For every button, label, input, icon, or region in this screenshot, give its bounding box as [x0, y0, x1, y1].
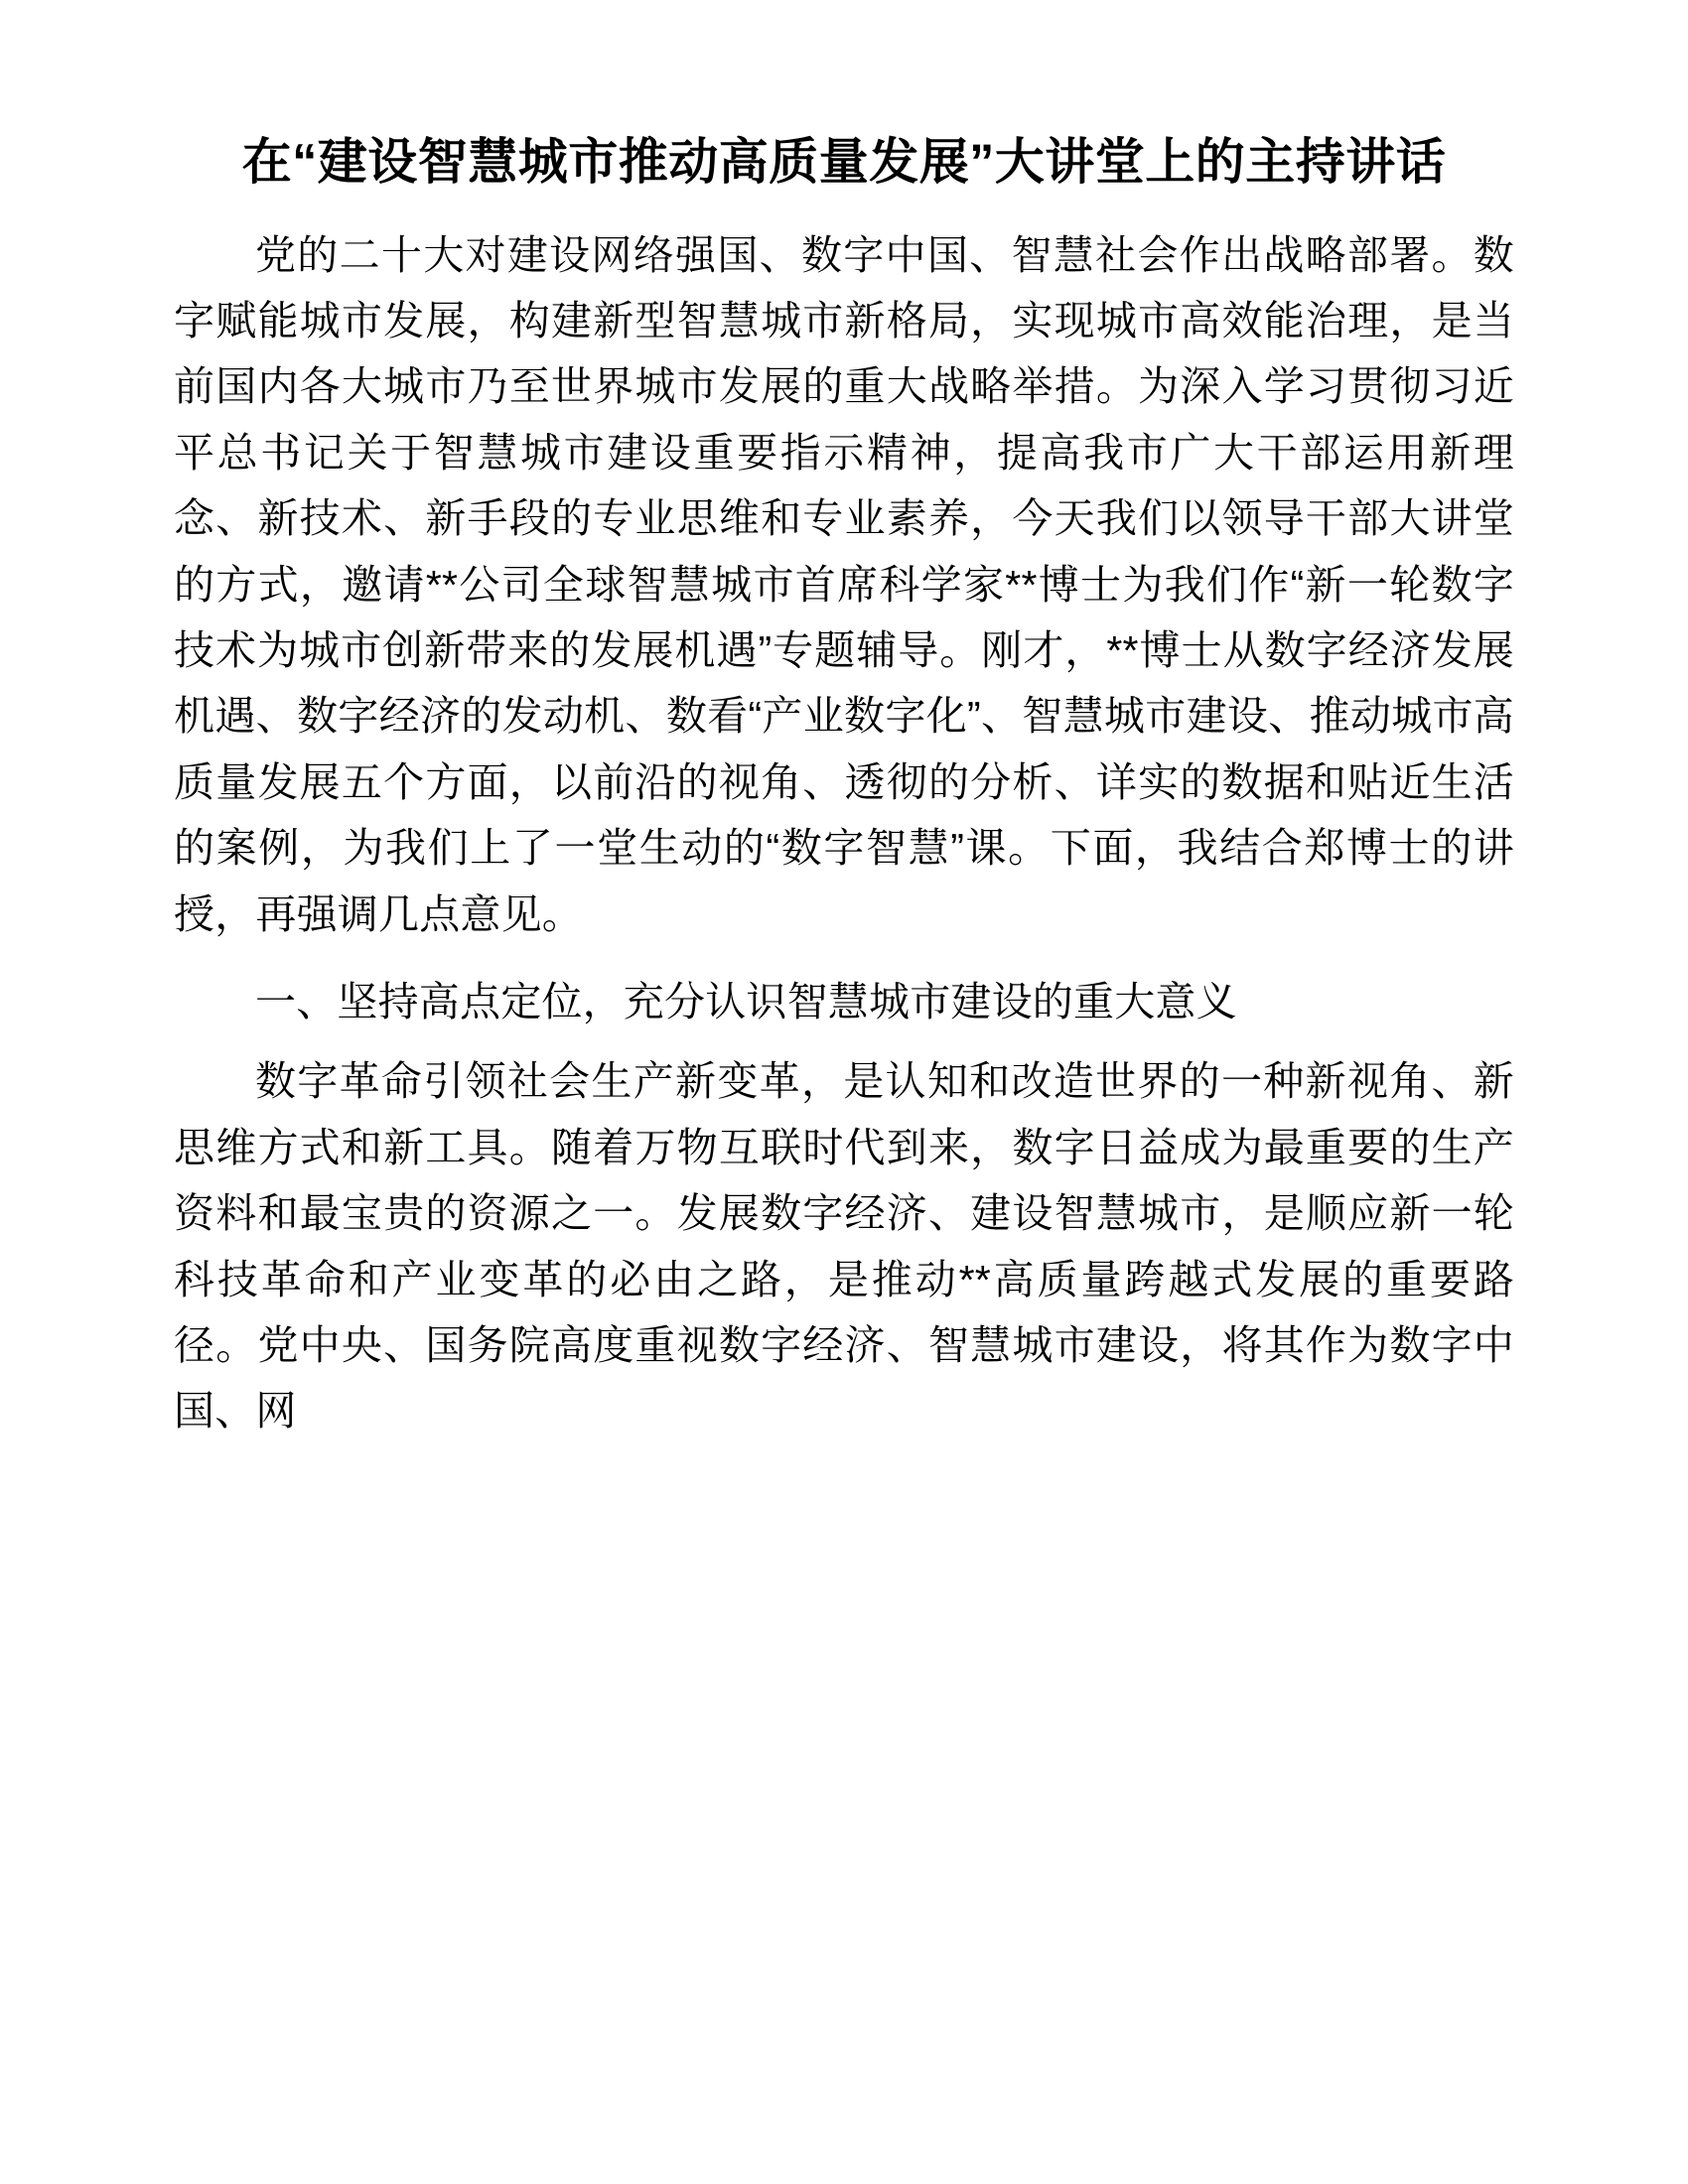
page-title: 在“建设智慧城市推动高质量发展”大讲堂上的主持讲话: [241, 134, 1447, 190]
section-heading-one: 一、坚持高点定位，充分认识智慧城市建设的重大意义: [255, 978, 1237, 1024]
paragraph-section-one-body: 数字革命引领社会生产新变革，是认知和改造世界的一种新视角、新思维方式和新工具。随着万物互联时代到来，数字日益成为最重要的生产资料和最宝贵的资源之一。发展数字经济、建设智慧城市，是顺应新一轮科技革命和产业变革的必由之路，是推动**高质量跨越式发展的重要路径。党中央、国务院高度重视数字经济、智慧城市建设，将其作为数字中国、网: [174, 1058, 1514, 1434]
paragraph-intro: 党的二十大对建设网络强国、数字中国、智慧社会作出战略部署。数字赋能城市发展，构建新型智慧城市新格局，实现城市高效能治理，是当前国内各大城市乃至世界城市发展的重大战略举措。为深入学习贯彻习近平总书记关于智慧城市建设重要指示精神，提高我市广大干部运用新理念、新技术、新手段的专业思维和专业素养，今天我们以领导干部大讲堂的方式，邀请**公司全球智慧城市首席科学家**博士为我们作“新一轮数字技术为城市创新带来的发展机遇”专题辅导。刚才，**博士从数字经济发展机遇、数字经济的发动机、数看“产业数字化”、智慧城市建设、推动城市高质量发展五个方面，以前沿的视角、透彻的分析、详实的数据和贴近生活的案例，为我们上了一堂生动的“数字智慧”课。下面，我结合郑博士的讲授，再强调几点意见。: [174, 231, 1514, 937]
